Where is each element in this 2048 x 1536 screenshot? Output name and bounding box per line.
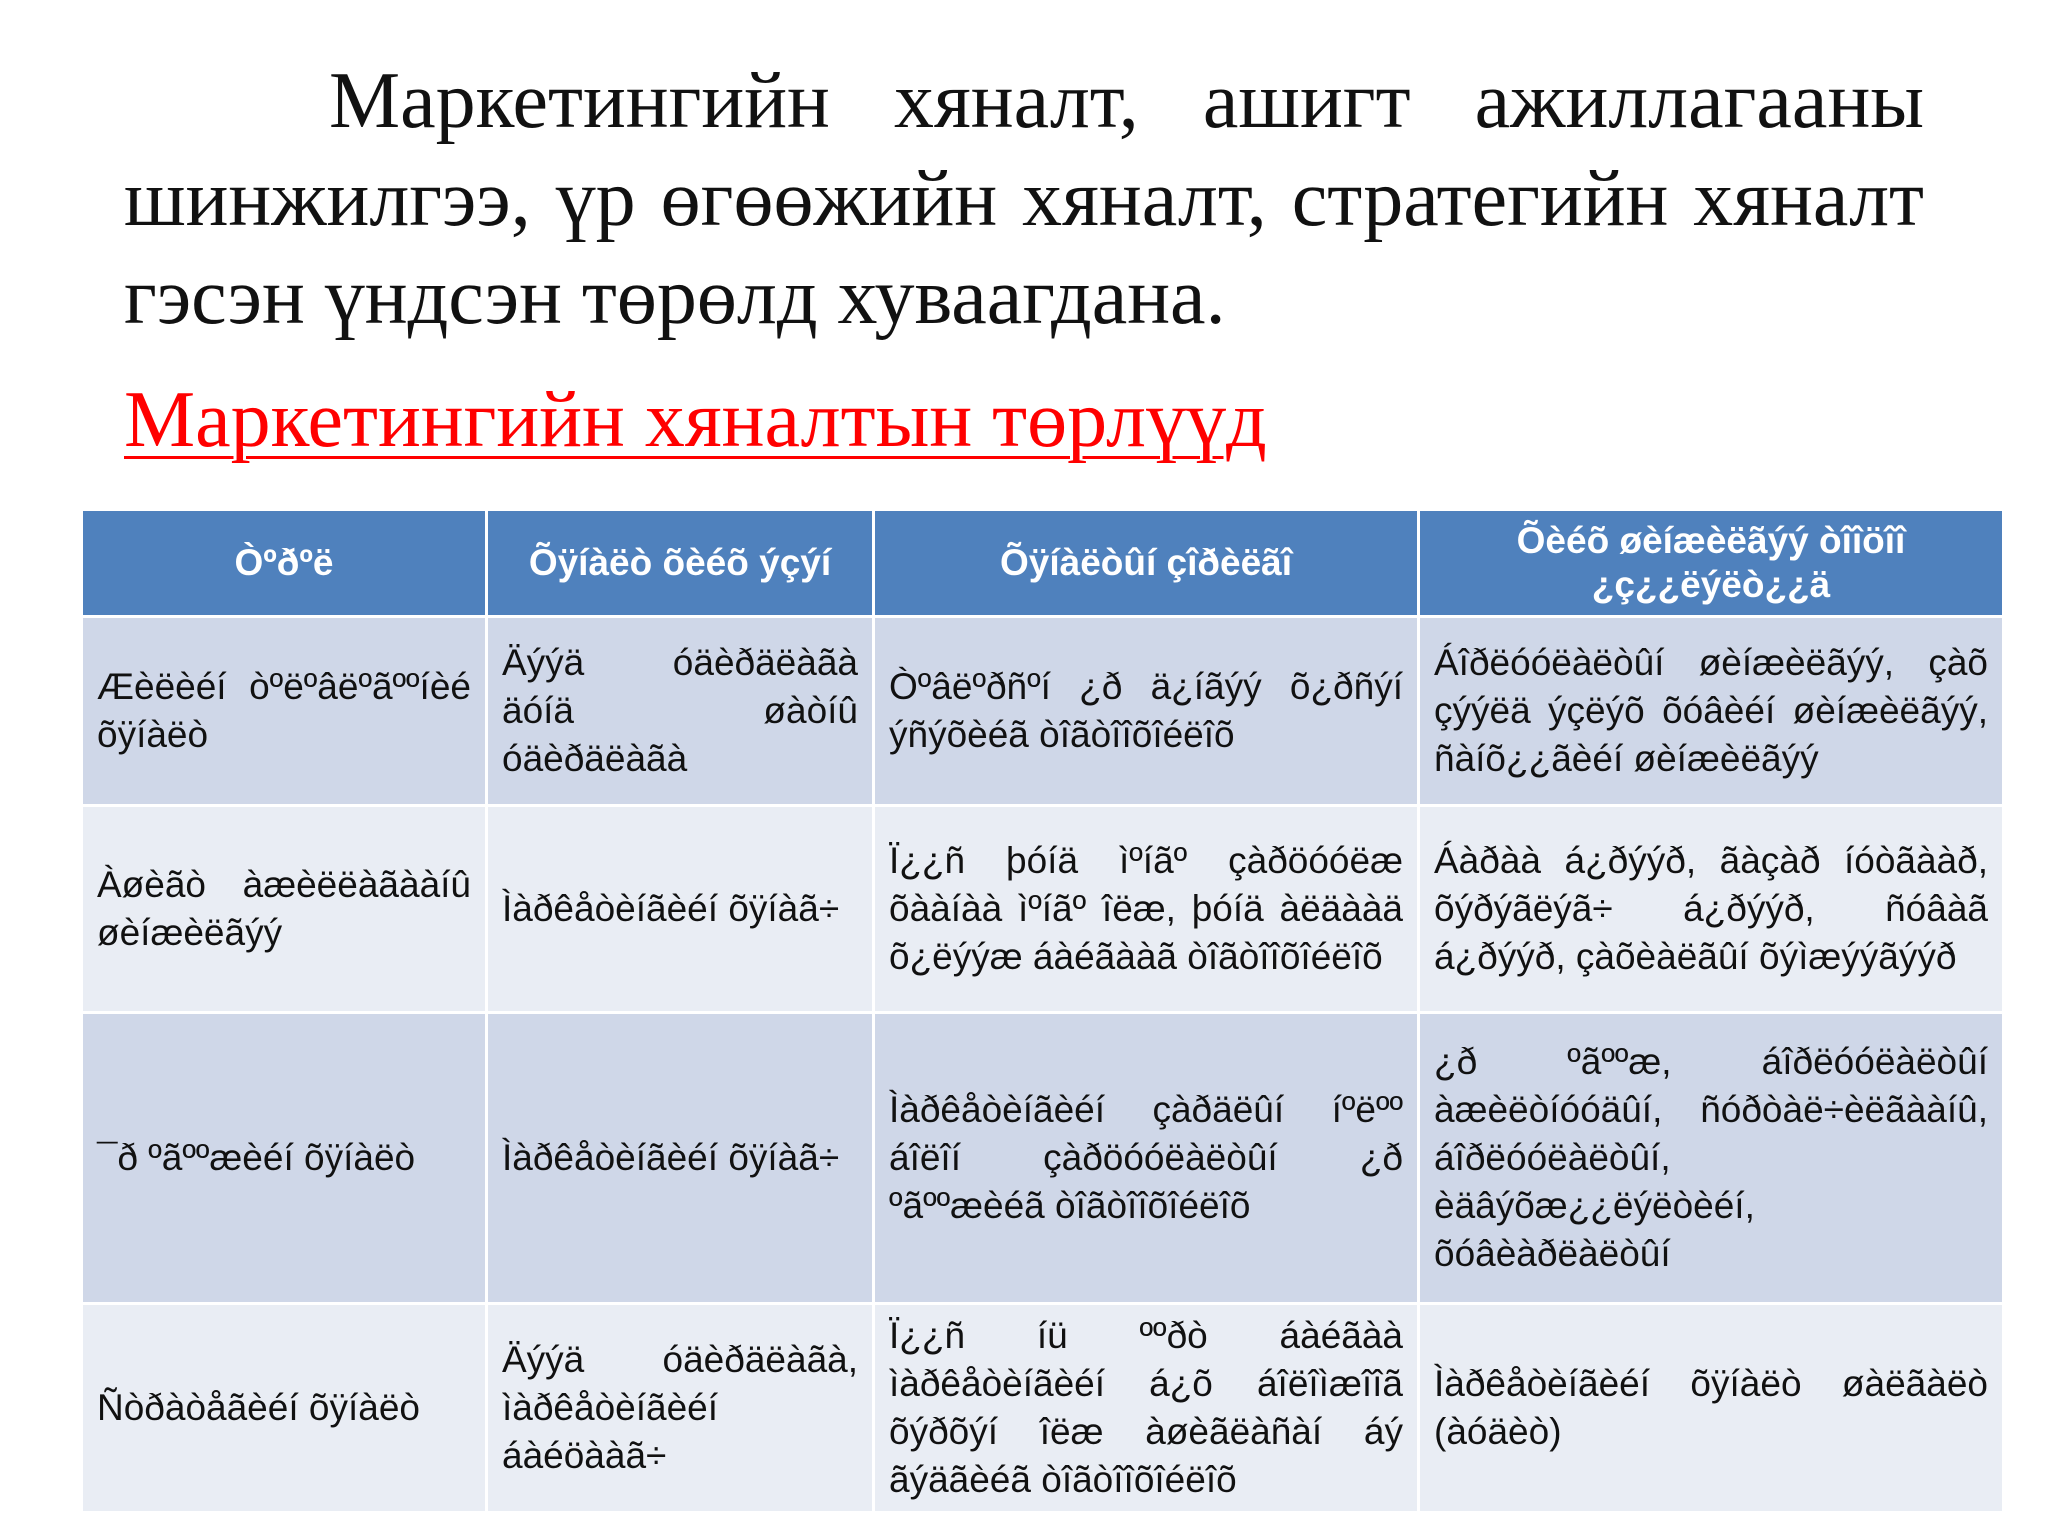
header-analysis: Õèéõ øèíæèëãýý òîîöîî ¿ç¿¿ëýëò¿¿ä [1419,510,2004,617]
control-types-table [80,508,2005,1514]
table-header-row [82,510,2004,617]
header-responsible: Õÿíàëò õèéõ ýçýí [487,510,874,617]
table-cell: Äýýä óäèðäëàãà, ìàðêåòèíãèéí áàéöààã÷ [487,1304,874,1513]
table-row [82,1013,2004,1304]
table-cell: Æèëèéí òºëºâëºãººíèé õÿíàëò [82,617,487,806]
section-heading: Маркетингийн хяналтын төрлүүд [124,376,1267,464]
table-cell: Ìàðêåòèíãèéí õÿíàã÷ [487,806,874,1013]
table-cell: Ñòðàòåãèéí õÿíàëò [82,1304,487,1513]
header-purpose: Õÿíàëòûí çîðèëãî [874,510,1419,617]
table-cell: Ìàðêåòèíãèéí õÿíàëò øàëãàëò (àóäèò) [1419,1304,2004,1513]
table-cell: Ìàðêåòèíãèéí õÿíàã÷ [487,1013,874,1304]
header-type: Òºðºë [82,510,487,617]
table-row [82,1304,2004,1513]
table-cell: Ìàðêåòèíãèéí çàðäëûí íºëºº áîëîí çàðöóóëàëòûí ¿ð ºãººæèéã òîãòîîõîéëîõ [874,1013,1419,1304]
table-cell: Áîðëóóëàëòûí øèíæèëãýý, çàõ çýýëä ýçëýõ õóâèéí øèíæèëãýý, ñàíõ¿¿ãèéí øèíæèëãýý [1419,617,2004,806]
table-cell: ¿ð ºãººæ, áîðëóóëàëòûí àæèëòíóóäûí, ñóðòàë÷èëãààíû, áîðëóóëàëòûí, èäâýõæ¿¿ëýëòèéí, õóâèàðëàëòûí [1419,1013,2004,1304]
intro-paragraph: Маркетингийн хяналт, ашигт ажиллагааны шинжилгээ, үр өгөөжийн хяналт, стратегийн хяналт гэсэн үндсэн төрөлд хуваагдана. [124,57,1924,341]
table-cell: Áàðàà á¿ðýýð, ãàçàð íóòãààð, õýðýãëýã÷ á¿ðýýð, ñóâàã á¿ðýýð, çàõèàëãûí õýìæýýãýýð [1419,806,2004,1013]
table-cell: Àøèãò àæèëëàãààíû øèíæèëãýý [82,806,487,1013]
table-row [82,617,2004,806]
table-cell: Òºâëºðñºí ¿ð ä¿íãýý õ¿ðñýí ýñýõèéã òîãòîîõîéëîõ [874,617,1419,806]
table-cell: Ï¿¿ñ þóíä ìºíãº çàðöóóëæ õààíàà ìºíãº îëæ, þóíä àëäààä õ¿ëýýæ áàéãààã òîãòîîõîéëîõ [874,806,1419,1013]
table-row [82,806,2004,1013]
table-cell: Ï¿¿ñ íü ººðò áàéãàà ìàðêåòèíãèéí á¿õ áîëîìæîîã õýðõýí îëæ àøèãëàñàí áý ãýäãèéã òîãòîîõîéëîõ [874,1304,1419,1513]
table-cell: ¯ð ºãººæèéí õÿíàëò [82,1013,487,1304]
table-cell: Äýýä óäèðäëàãà äóíä øàòíû óäèðäëàãà [487,617,874,806]
